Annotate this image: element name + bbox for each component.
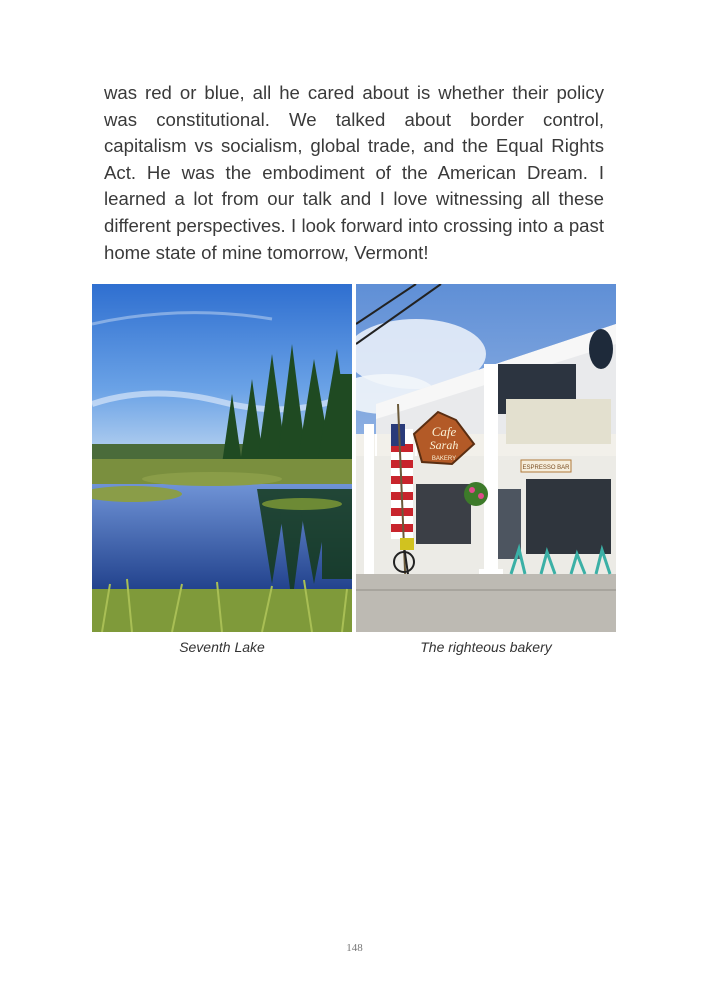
page-number: 148 xyxy=(346,942,363,954)
sign-line3: BAKERY xyxy=(431,456,457,462)
body-paragraph: was red or blue, all he cared about is whether their policy was constitutional. We talked about border control, capitalism vs socialism, global trade, and the Equal Rights Act. He was the embodiment of the American Dream. I learned a lot from our talk and I love witnessing all these different perspectives. I look forward into crossing into a past home state of mine tomorrow, Vermont! xyxy=(104,82,604,263)
espresso-sign: ESPRESSO BAR xyxy=(522,465,570,471)
bakery-photo xyxy=(356,284,616,632)
lake-photo xyxy=(92,284,352,632)
bakery-caption: The righteous bakery xyxy=(420,639,552,655)
sign-line1: Cafe xyxy=(431,424,457,439)
lake-caption: Seventh Lake xyxy=(179,639,265,655)
sign-line2: Sarah xyxy=(429,438,459,452)
